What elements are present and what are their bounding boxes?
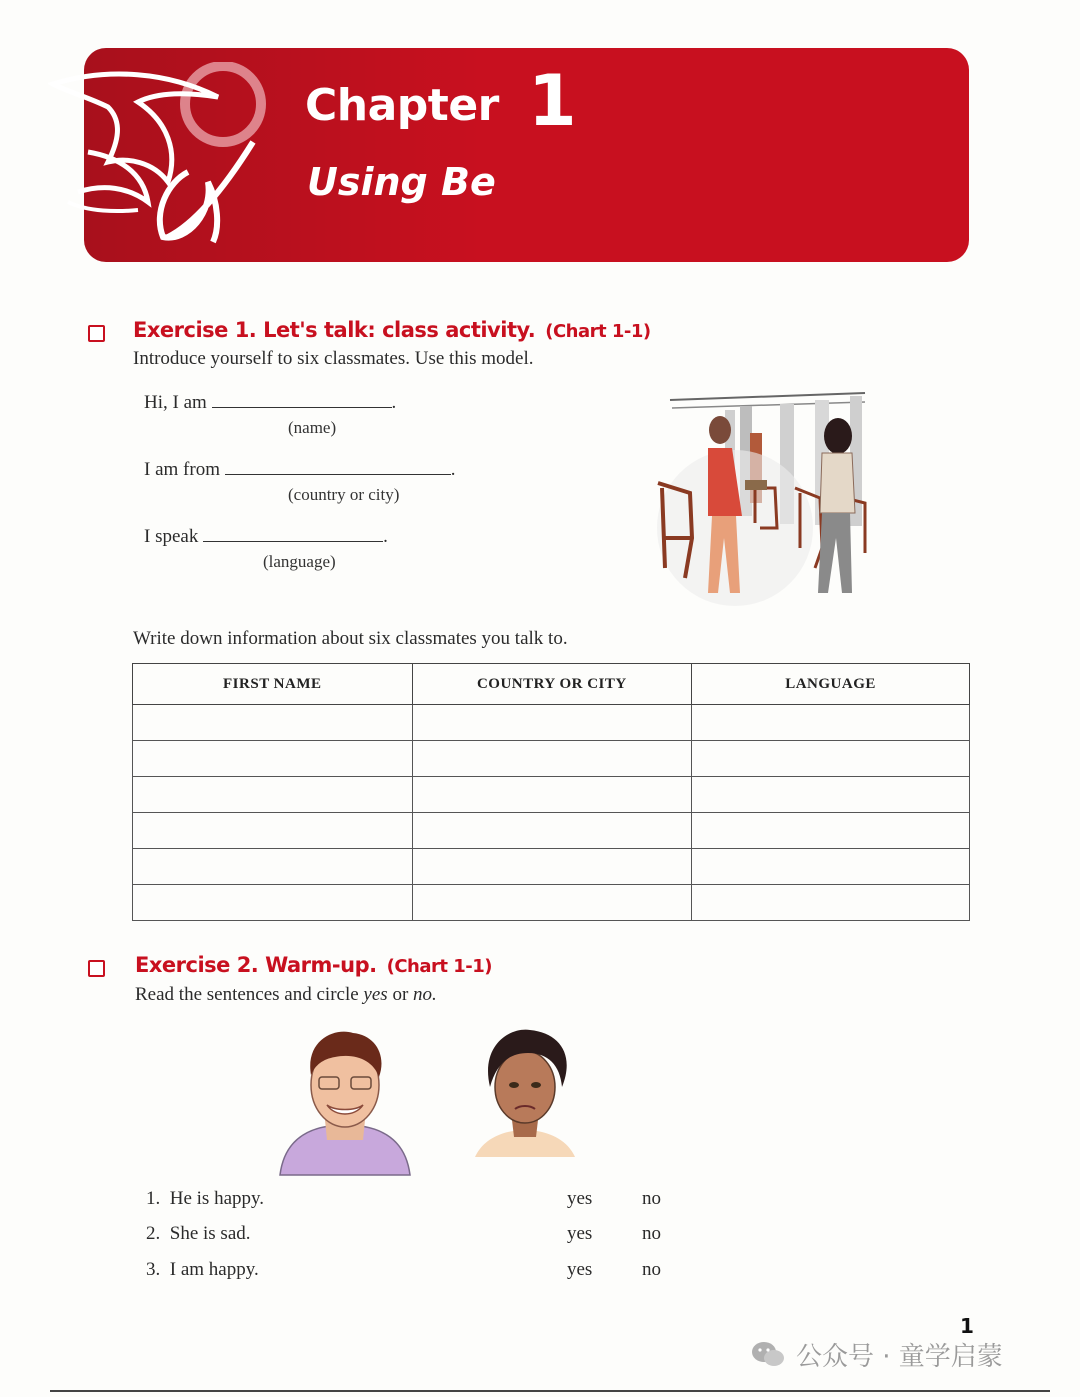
model-hint-name: (name): [288, 418, 337, 437]
instructions-no: no.: [413, 984, 437, 1005]
chapter-title: Using Be: [307, 160, 496, 204]
bottom-divider: [50, 1390, 1050, 1392]
table-cell[interactable]: [412, 705, 692, 741]
exercise1-title: Exercise 1. Let's talk: class activity.: [133, 318, 536, 342]
table-cell[interactable]: [412, 885, 692, 921]
table-row: [133, 885, 970, 921]
item-text: I am happy.: [169, 1259, 259, 1280]
chapter-label: Chapter: [305, 80, 499, 131]
exercise1-instructions: Introduce yourself to six classmates. Use this model.: [133, 348, 534, 369]
table-cell[interactable]: [133, 741, 413, 777]
list-item: [146, 1259, 259, 1281]
table-row: [133, 705, 970, 741]
model-line-language: I speak .: [144, 526, 388, 547]
chapter-number: 1: [528, 60, 577, 142]
header-country-or-city: COUNTRY OR CITY: [412, 664, 692, 705]
table-cell[interactable]: [692, 777, 970, 813]
no-option[interactable]: no: [642, 1223, 661, 1244]
table-cell[interactable]: [133, 885, 413, 921]
yes-option[interactable]: yes: [567, 1259, 593, 1280]
list-item: [146, 1223, 251, 1245]
table-row: [133, 741, 970, 777]
instructions-text: Read the sentences and circle: [135, 984, 359, 1005]
item-number: 3.: [146, 1259, 161, 1280]
exercise2-heading: [135, 953, 492, 977]
model-prompt-country: I am from: [144, 459, 220, 480]
instructions-yes: yes: [363, 984, 388, 1005]
yes-option[interactable]: yes: [567, 1188, 593, 1209]
table-cell[interactable]: [692, 705, 970, 741]
no-option[interactable]: no: [642, 1188, 661, 1209]
exercise2-instructions: [135, 984, 437, 1006]
item-number: 2.: [146, 1223, 161, 1244]
model-prompt-language: I speak: [144, 526, 199, 547]
table-header-row: [133, 664, 970, 705]
table-cell[interactable]: [692, 813, 970, 849]
exercise1-checkbox[interactable]: [88, 325, 105, 342]
header-language: LANGUAGE: [692, 664, 970, 705]
instructions-or: or: [392, 984, 409, 1005]
watermark: 公众号 · 童学启蒙: [796, 1342, 1003, 1372]
table-cell[interactable]: [412, 741, 692, 777]
table-row: [133, 777, 970, 813]
classmates-talking-illustration: [650, 388, 875, 613]
exercise2-chart-ref: (Chart 1-1): [386, 956, 492, 977]
table-cell[interactable]: [692, 885, 970, 921]
table-cell[interactable]: [412, 777, 692, 813]
country-blank[interactable]: [225, 460, 451, 475]
item-text: She is sad.: [169, 1223, 251, 1244]
table-cell[interactable]: [133, 777, 413, 813]
language-blank[interactable]: [203, 527, 383, 542]
yes-option[interactable]: yes: [567, 1223, 593, 1244]
model-prompt-name: Hi, I am: [144, 392, 207, 413]
header-first-name: FIRST NAME: [133, 664, 413, 705]
table-cell[interactable]: [133, 813, 413, 849]
exercise2-title: Exercise 2. Warm-up.: [135, 953, 377, 977]
classmates-table: [132, 663, 970, 921]
table-row: [133, 813, 970, 849]
table-cell[interactable]: [412, 813, 692, 849]
sad-woman-illustration: [470, 1025, 580, 1160]
happy-man-illustration: [275, 1025, 415, 1180]
exercise1-chart-ref: (Chart 1-1): [545, 321, 651, 342]
item-number: 1.: [146, 1188, 161, 1209]
bird-logo-icon: [48, 62, 278, 252]
exercise2-checkbox[interactable]: [88, 960, 105, 977]
model-hint-country: (country or city): [288, 485, 400, 504]
table-cell[interactable]: [692, 849, 970, 885]
model-line-name: Hi, I am .: [144, 392, 397, 413]
item-text: He is happy.: [169, 1188, 265, 1209]
table-cell[interactable]: [133, 705, 413, 741]
table-cell[interactable]: [412, 849, 692, 885]
wechat-icon: [750, 1340, 786, 1368]
model-hint-language: (language): [263, 552, 336, 571]
list-item: [146, 1188, 264, 1210]
table-cell[interactable]: [133, 849, 413, 885]
table-row: [133, 849, 970, 885]
table-intro: Write down information about six classmates you talk to.: [133, 628, 568, 649]
model-line-country: I am from .: [144, 459, 456, 480]
no-option[interactable]: no: [642, 1259, 661, 1280]
exercise1-heading: [133, 318, 651, 342]
table-cell[interactable]: [692, 741, 970, 777]
name-blank[interactable]: [212, 393, 392, 408]
page-number: 1: [960, 1314, 974, 1338]
